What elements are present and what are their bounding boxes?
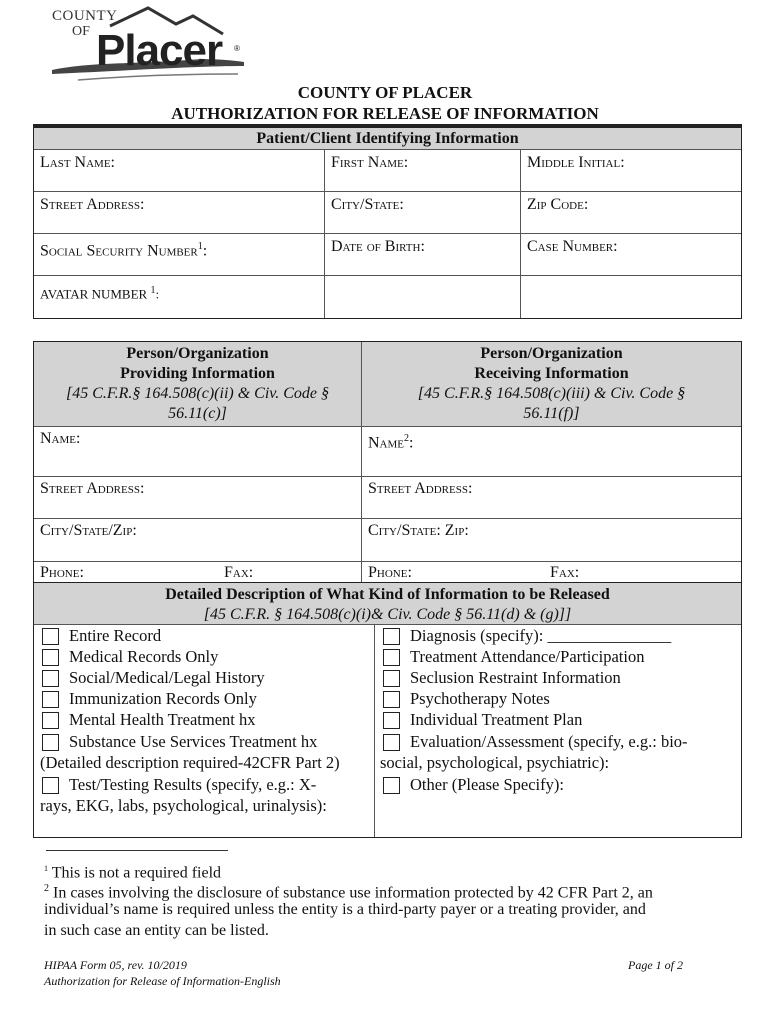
- substance-use-label: Substance Use Services Treatment hx: [69, 732, 318, 751]
- footnote-2-line1: $^2$ In cases involving the disclosure of substance use information protected by 42 CFR Part 2, an: [44, 883, 653, 902]
- receiver-phone-label: Phone:: [368, 564, 412, 581]
- treatment-attendance-checkbox[interactable]: [383, 649, 400, 666]
- avatar-number-field[interactable]: AVATAR NUMBER $^1$:: [34, 276, 325, 318]
- substance-use-checkbox[interactable]: [42, 734, 59, 751]
- entire-record-label: Entire Record: [69, 626, 162, 645]
- provider-name-field[interactable]: Name:: [34, 427, 362, 477]
- mental-health-label: Mental Health Treatment hx: [69, 710, 256, 729]
- treatment-attendance-label: Treatment Attendance/Participation: [410, 647, 645, 666]
- entire-record-checkbox[interactable]: [42, 628, 59, 645]
- evaluation-note: social, psychological, psychiatric):: [380, 753, 610, 772]
- logo-placer-text: Placer: [96, 26, 223, 75]
- provider-phone-label: Phone:: [40, 564, 84, 581]
- receiver-fax-label: Fax:: [550, 564, 580, 581]
- medical-records-label: Medical Records Only: [69, 647, 219, 666]
- substance-use-note: (Detailed description required-42CFR Part 2): [40, 753, 340, 772]
- providing-info-header: Person/Organization Providing Information [45 C.F.R.§ 164.508(c)(ii) & Civ. Code § 56.11(c)]: [34, 342, 362, 427]
- logo-county-text: COUNTY: [52, 8, 118, 24]
- last-name-field[interactable]: Last Name:: [34, 150, 325, 192]
- footnote-2-line2: individual’s name is required unless the entity is a third-party payer or a treating provider, and: [44, 901, 646, 918]
- footer-form-id: HIPAA Form 05, rev. 10/2019: [44, 958, 187, 972]
- zip-code-field[interactable]: Zip Code:: [521, 192, 741, 234]
- provider-phone-fax-row[interactable]: [34, 562, 362, 582]
- first-name-field[interactable]: First Name:: [325, 150, 521, 192]
- receiver-street-field[interactable]: Street Address:: [362, 477, 741, 519]
- form-title-line1: COUNTY OF PLACER: [297, 83, 473, 102]
- footer-page-number: Page 1 of 2: [628, 958, 683, 972]
- avatar-blank-cell-1: [325, 276, 521, 318]
- test-results-note: rays, EKG, labs, psychological, urinalysis):: [40, 796, 327, 815]
- footnote-1: $^1$ This is not a required field: [44, 864, 222, 882]
- patient-info-table: [33, 127, 742, 319]
- footnote-rule: [46, 850, 228, 851]
- city-state-field[interactable]: City/State:: [325, 192, 521, 234]
- seclusion-restraint-checkbox[interactable]: [383, 670, 400, 687]
- evaluation-checkbox[interactable]: [383, 734, 400, 751]
- psychotherapy-notes-checkbox[interactable]: [383, 691, 400, 708]
- footer-subtitle: Authorization for Release of Information-English: [44, 974, 281, 988]
- release-description-table: [33, 582, 742, 838]
- evaluation-label: Evaluation/Assessment (specify, e.g.: bio-: [410, 732, 688, 751]
- other-checkbox[interactable]: [383, 777, 400, 794]
- receiver-phone-fax-row[interactable]: [362, 562, 741, 582]
- test-results-label: Test/Testing Results (specify, e.g.: X-: [69, 775, 317, 794]
- avatar-blank-cell-2: [521, 276, 741, 318]
- medical-records-checkbox[interactable]: [42, 649, 59, 666]
- date-of-birth-field[interactable]: Date of Birth:: [325, 234, 521, 276]
- treatment-plan-checkbox[interactable]: [383, 712, 400, 729]
- treatment-plan-label: Individual Treatment Plan: [410, 710, 583, 729]
- mental-health-checkbox[interactable]: [42, 712, 59, 729]
- diagnosis-label: Diagnosis (specify): _______________: [410, 626, 672, 645]
- logo-registered-mark: ®: [234, 44, 240, 53]
- logo-of-text: OF: [72, 24, 90, 39]
- test-results-checkbox[interactable]: [42, 777, 59, 794]
- providing-receiving-table: [33, 341, 742, 583]
- patient-info-header: Patient/Client Identifying Information: [34, 128, 741, 150]
- provider-street-field[interactable]: Street Address:: [34, 477, 362, 519]
- county-logo: [48, 4, 248, 86]
- provider-fax-label: Fax:: [224, 564, 254, 581]
- release-column-divider: [374, 625, 375, 837]
- seclusion-restraint-label: Seclusion Restraint Information: [410, 668, 621, 687]
- receiving-info-header: Person/Organization Receiving Information [45 C.F.R.§ 164.508(c)(iii) & Civ. Code § 56.11(f)]: [362, 342, 741, 427]
- receiver-name-field[interactable]: Name$^2$:: [362, 427, 741, 477]
- middle-initial-field[interactable]: Middle Initial:: [521, 150, 741, 192]
- immunization-label: Immunization Records Only: [69, 689, 257, 708]
- form-title-line2: AUTHORIZATION FOR RELEASE OF INFORMATION: [171, 104, 599, 123]
- provider-city-field[interactable]: City/State/Zip:: [34, 519, 362, 562]
- immunization-checkbox[interactable]: [42, 691, 59, 708]
- other-label: Other (Please Specify):: [410, 775, 564, 794]
- social-history-checkbox[interactable]: [42, 670, 59, 687]
- receiver-city-field[interactable]: City/State: Zip:: [362, 519, 741, 562]
- street-address-field[interactable]: Street Address:: [34, 192, 325, 234]
- diagnosis-checkbox[interactable]: [383, 628, 400, 645]
- ssn-field[interactable]: Social Security Number$^1$:: [34, 234, 325, 276]
- footnote-2-line3: in such case an entity can be listed.: [44, 922, 269, 939]
- social-history-label: Social/Medical/Legal History: [69, 668, 265, 687]
- psychotherapy-notes-label: Psychotherapy Notes: [410, 689, 550, 708]
- release-description-header: Detailed Description of What Kind of Information to be Released [45 C.F.R. § 164.508(c)(i)& Civ. Code § 56.11(d) & (g)]]: [34, 583, 741, 625]
- case-number-field[interactable]: Case Number:: [521, 234, 741, 276]
